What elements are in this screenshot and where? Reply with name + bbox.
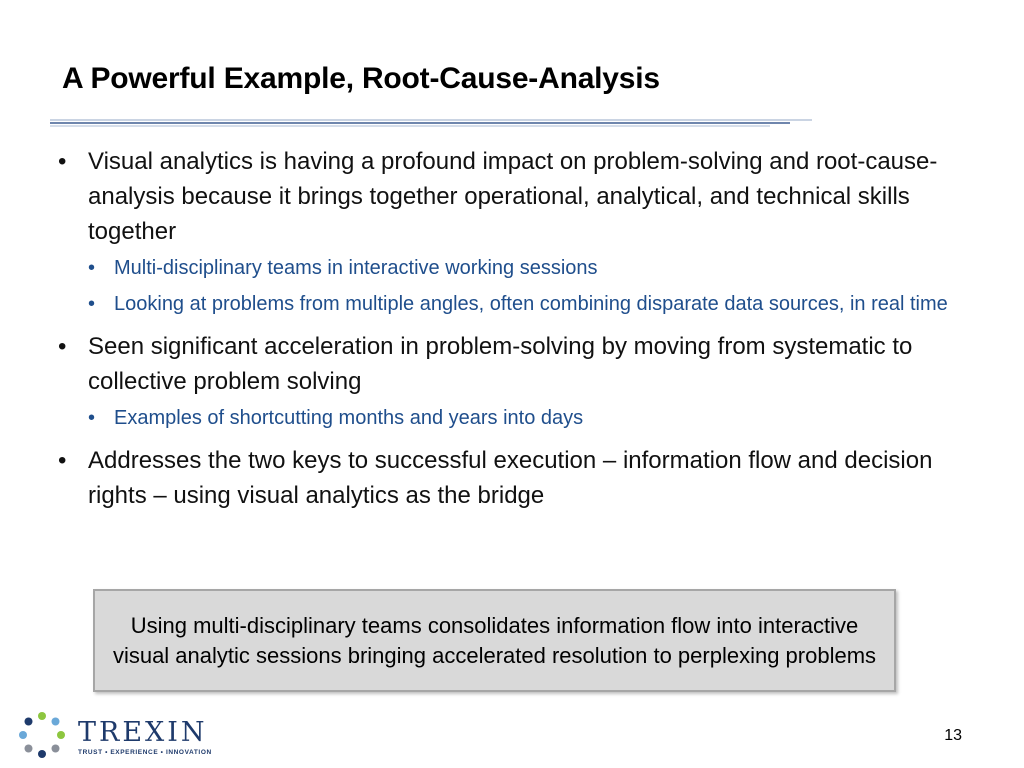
bullet-text: Seen significant acceleration in problem-solving by moving from systematic to collective problem solving (88, 333, 913, 395)
sub-bullet-marker: • (88, 407, 96, 429)
logo-wordmark: TREXIN (78, 716, 208, 748)
sub-bullet-marker: • (88, 257, 96, 279)
bullet-text: Visual analytics is having a profound impact on problem-solving and root-cause-analysis because it brings together operational, analytical, and technical skills together (88, 148, 938, 245)
sub-bullet-text: Examples of shortcutting months and years into days (114, 407, 584, 429)
bullet-item (58, 144, 978, 319)
bullet-item (58, 329, 978, 433)
bullet-text: Addresses the two keys to successful execution – information flow and decision rights – using visual analytics as the bridge (88, 447, 933, 509)
bullet-item (58, 443, 978, 513)
sub-bullet-item (88, 289, 978, 319)
bullet-marker: • (58, 333, 67, 360)
logo-tagline: TRUST • EXPERIENCE • INNOVATION (78, 748, 212, 756)
sub-bullet-list (88, 403, 978, 433)
bullet-marker: • (58, 447, 67, 474)
sub-bullet-item (88, 253, 978, 283)
callout-text: Using multi-disciplinary teams consolidates information flow into interactive visual analytic sessions bringing accelerated resolution to perplexing problems (112, 612, 877, 668)
sub-bullet-item (88, 403, 978, 433)
title-underline (50, 117, 812, 129)
dot-ring-logo-icon (16, 711, 68, 763)
sub-bullet-list (88, 253, 978, 319)
company-logo (16, 709, 212, 765)
callout-box (93, 589, 896, 692)
sub-bullet-marker: • (88, 293, 96, 315)
page-number: 13 (944, 727, 962, 744)
bullet-marker: • (58, 148, 67, 175)
slide-title: A Powerful Example, Root-Cause-Analysis (62, 62, 660, 95)
bullet-list (58, 144, 978, 523)
sub-bullet-text: Multi-disciplinary teams in interactive working sessions (114, 257, 598, 279)
sub-bullet-text: Looking at problems from multiple angles, often combining disparate data sources, in real time (114, 293, 948, 315)
